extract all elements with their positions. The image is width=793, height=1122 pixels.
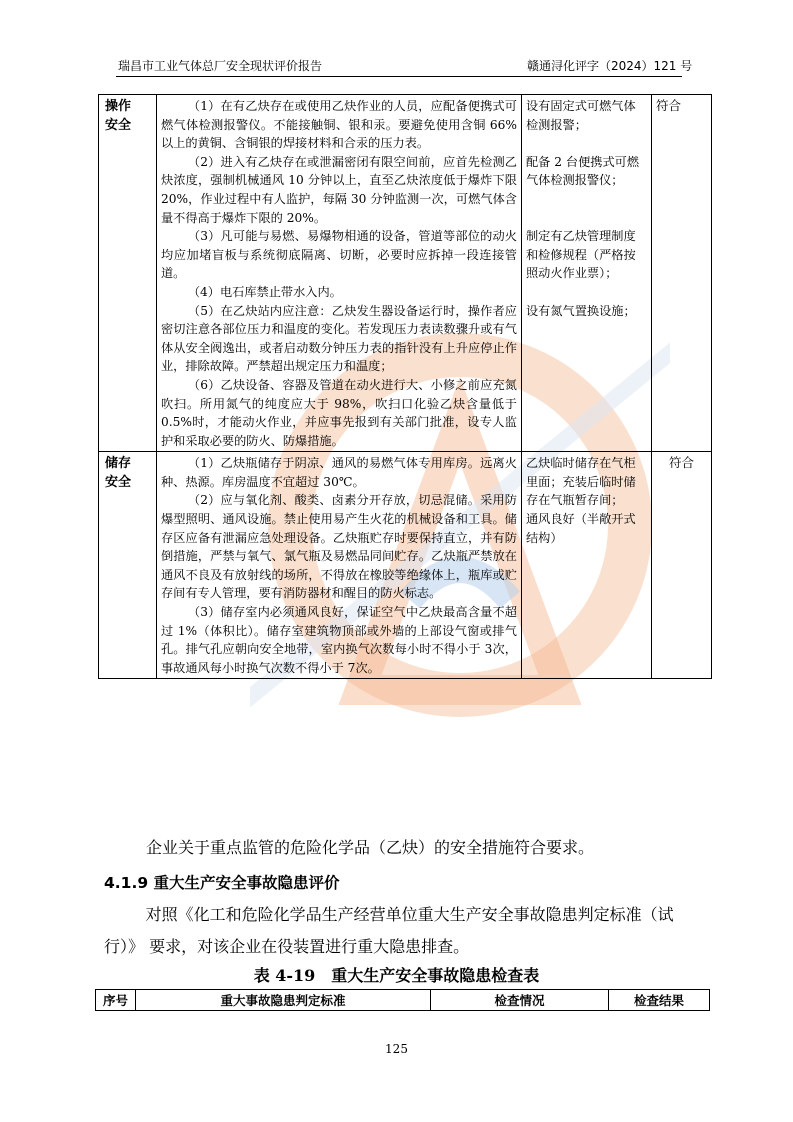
body-paragraph: 对照《化工和危险化学品生产经营单位重大生产安全事故隐患判定标准（试行）》 要求，对该企业在役装置进行重大隐患排查。 (104, 905, 674, 956)
result-cell: 符合 (652, 452, 712, 679)
situation-item: 乙炔临时储存在气柜里面；充装后临时储存在气瓶暂存间； (526, 456, 636, 508)
requirement-item: （2）应与氧化剂、酸类、卤素分开存放，切忌混储。采用防爆型照明、通风设施。禁止使用易产生火花的机械设备和工具。储存区应备有泄漏应急处理设备。乙炔瓶贮存时要保持直立，并有防倒措施，严禁与氧气、氯气瓶及易燃品同间贮存。乙炔瓶严禁放在通风不良及有放射线的场所，不得放在橡胶等绝缘体上，瓶库或贮存间有专人管理，要有消防器材和醒目的防火标志。 (161, 493, 517, 601)
situation-cell (522, 95, 652, 452)
table-header-row (96, 990, 710, 1011)
requirement-item: （3）凡可能与易燃、易爆物相通的设备，管道等部位的动火均应加堵盲板与系统彻底隔离、切断，必要时应拆掉一段连接管道。 (161, 229, 517, 281)
header-criteria: 重大事故隐患判定标准 (136, 990, 431, 1011)
situation-spacer (526, 134, 647, 153)
table-caption: 表 4-19 重大生产安全事故隐患检查表 (253, 966, 540, 985)
header-report-title: 瑞昌市工业气体总厂安全现状评价报告 (118, 59, 323, 73)
header-inspection: 检查情况 (431, 990, 609, 1011)
requirement-item: （4）电石库禁止带水入内。 (187, 284, 342, 299)
category-operation-safety: 操作 安全 (99, 95, 157, 452)
situation-item: 配备 2 台便携式可燃气体检测报警仪； (526, 154, 640, 188)
situation-spacer (526, 283, 647, 302)
situation-spacer (526, 209, 647, 228)
table-row-storage-safety (99, 452, 712, 679)
situation-item: 通风良好（半敞开式结构） (526, 512, 636, 545)
page-number: 125 (385, 1042, 408, 1056)
situation-item: 设有氮气置换设施； (526, 303, 636, 318)
situation-spacer (526, 190, 647, 209)
result-cell: 符合 (652, 95, 712, 452)
situation-item: 设有固定式可燃气体检测报警； (526, 99, 636, 132)
header-serial-no: 序号 (96, 990, 136, 1011)
requirement-item: （3）储存室内必须通风良好，保证空气中乙炔最高含量不超过 1%（体积比）。储存室建筑物顶部或外墙的上部设气窗或排气孔。排气孔应朝向安全地带，室内换气次数每小时不得小于 3次，事故通风每小时换气次数不得小于 7次。 (161, 605, 517, 675)
requirement-item: （5）在乙炔站内应注意：乙炔发生器设备运行时，操作者应密切注意各部位压力和温度的变化。若发现压力表读数骤升或有气体从安全阀逸出，或者启动数分钟压力表的指针没有上升应停止作业，排除故障。严禁超出规定压力和温度； (161, 303, 517, 374)
table-row-operation-safety (99, 95, 712, 452)
conclusion-text: 企业关于重点监管的危险化学品（乙炔）的安全措施符合要求。 (146, 838, 595, 857)
safety-measures-table (98, 94, 712, 679)
requirements-cell (157, 452, 522, 679)
requirement-item: （1）在有乙炔存在或使用乙炔作业的人员，应配备便携式可燃气体检测报警仪。不能接触铜、银和汞。要避免使用含铜 66%以上的黄铜、含铜银的焊接材料和合汞的压力表。 (161, 99, 517, 151)
hazard-check-table-header (95, 989, 710, 1011)
requirement-item: （6）乙炔设备、容器及管道在动火进行大、小修之前应充氮吹扫。所用氮气的纯度应大于 98%，吹扫口化验乙炔含量低于 0.5%时，才能动火作业，并应事先报到有关部门批准，设专人监护和采取必要的防火、防爆措施。 (161, 377, 517, 448)
requirements-cell (157, 95, 522, 452)
category-storage-safety: 储存 安全 (99, 452, 157, 679)
requirement-item: （2）进入有乙炔存在或泄漏密闭有限空间前，应首先检测乙炔浓度，强制机械通风 10 分钟以上，直至乙炔浓度低于爆炸下限 20%，作业过程中有人监护，每隔 30 分钟监测一次，可燃气体含量不得高于爆炸下限的 20%。 (161, 154, 517, 225)
situation-item: 制定有乙炔管理制度和检修规程（严格按照动火作业票）； (526, 229, 636, 281)
header-report-number: 赣通浔化评字（2024）121 号 (527, 59, 693, 73)
requirement-item: （1）乙炔瓶储存于阴凉、通风的易燃气体专用库房。远离火种、热源。库房温度不宜超过 30℃。 (161, 456, 517, 489)
section-heading: 4.1.9 重大生产安全事故隐患评价 (104, 874, 340, 892)
situation-cell (522, 452, 652, 679)
header-result: 检查结果 (609, 990, 710, 1011)
header-divider (116, 76, 682, 77)
